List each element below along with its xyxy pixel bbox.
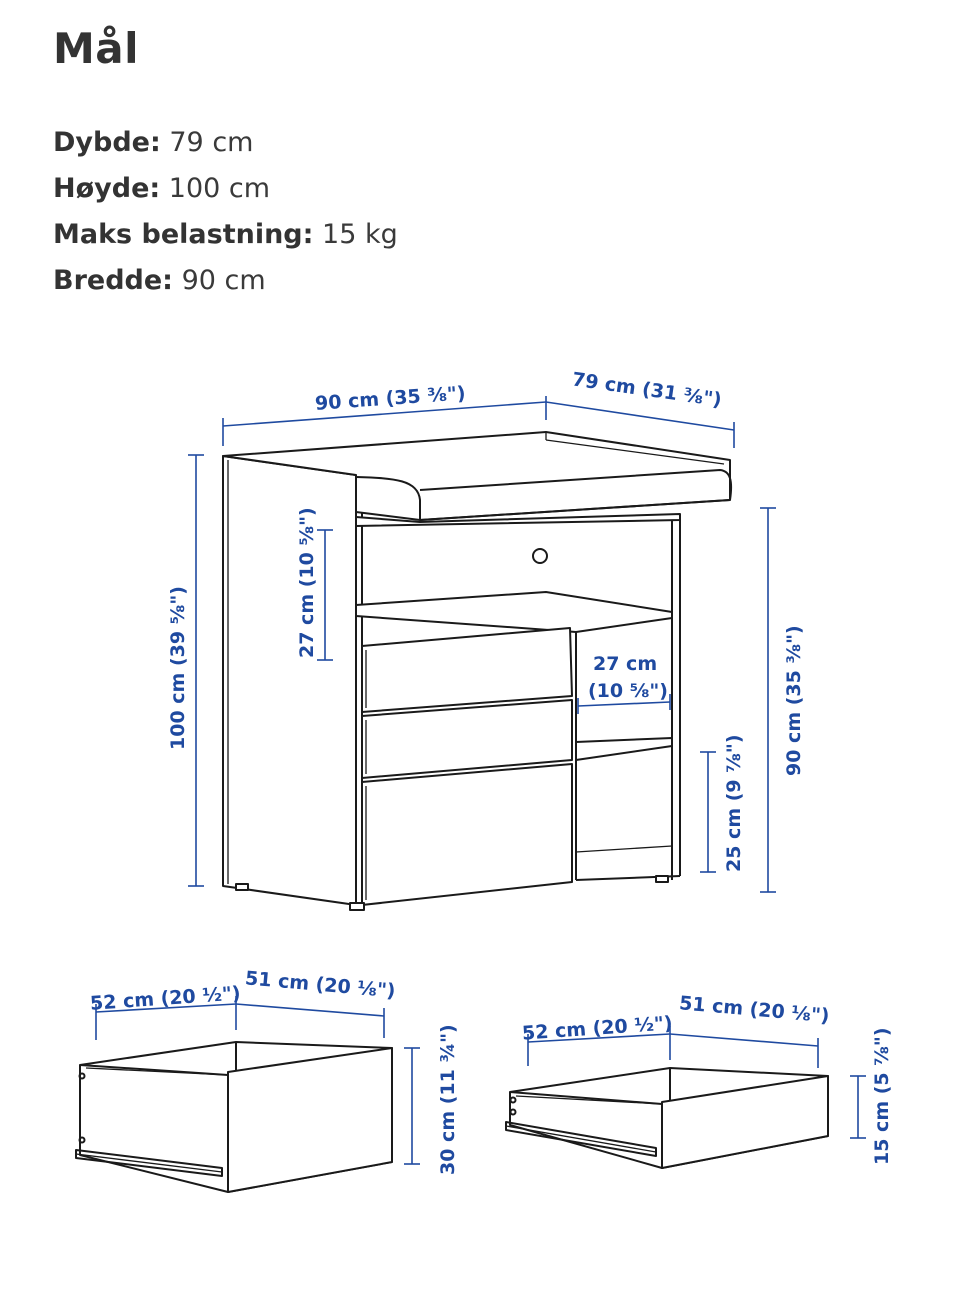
- label-large-drawer-depth: 51 cm (20 ⅛"): [244, 967, 397, 1003]
- label-height: 100 cm (39 ⅝"): [167, 586, 189, 750]
- dim-large-drawer-height: [404, 1024, 459, 1175]
- label-width: 90 cm (35 ⅜"): [314, 382, 467, 415]
- page-title: Mål: [53, 24, 140, 73]
- dim-shelf-width: [578, 653, 670, 714]
- spec-value: 79 cm: [169, 127, 254, 158]
- spec-label: Dybde:: [53, 127, 161, 158]
- label-depth: 79 cm (31 ⅜"): [570, 368, 724, 412]
- spec-label: Maks belastning:: [53, 219, 314, 250]
- dim-small-drawer-width: [521, 1012, 673, 1066]
- dim-small-drawer-height: [850, 1028, 893, 1166]
- small-drawer-drawing: [506, 1068, 828, 1168]
- spec-value: 100 cm: [168, 173, 271, 204]
- spec-label: Bredde:: [53, 265, 173, 296]
- label-table-height: 90 cm (35 ⅜"): [783, 625, 805, 776]
- label-shelf-width-in: (10 ⅝"): [588, 680, 668, 702]
- label-large-drawer-width: 52 cm (20 ½"): [89, 982, 242, 1015]
- large-drawer-drawing: [76, 1042, 392, 1192]
- dim-table-height: [760, 508, 805, 892]
- dim-large-drawer-width: [89, 982, 241, 1040]
- label-lower-shelf: 25 cm (9 ⅞"): [723, 734, 745, 872]
- spec-value: 90 cm: [181, 265, 266, 296]
- dim-small-drawer-depth: [670, 992, 830, 1068]
- label-large-drawer-height: 30 cm (11 ¾"): [437, 1024, 459, 1175]
- spec-value: 15 kg: [322, 219, 398, 250]
- label-small-drawer-width: 52 cm (20 ½"): [521, 1012, 674, 1045]
- label-shelf-height: 27 cm (10 ⅝"): [296, 507, 318, 658]
- label-shelf-width-cm: 27 cm: [593, 653, 658, 675]
- dim-lower-shelf: [700, 735, 745, 873]
- label-small-drawer-depth: 51 cm (20 ⅛"): [678, 992, 831, 1028]
- spec-label: Høyde:: [53, 173, 161, 204]
- dim-height: [167, 455, 204, 886]
- label-small-drawer-height: 15 cm (5 ⅞"): [871, 1027, 893, 1165]
- dim-large-drawer-depth: [236, 967, 396, 1038]
